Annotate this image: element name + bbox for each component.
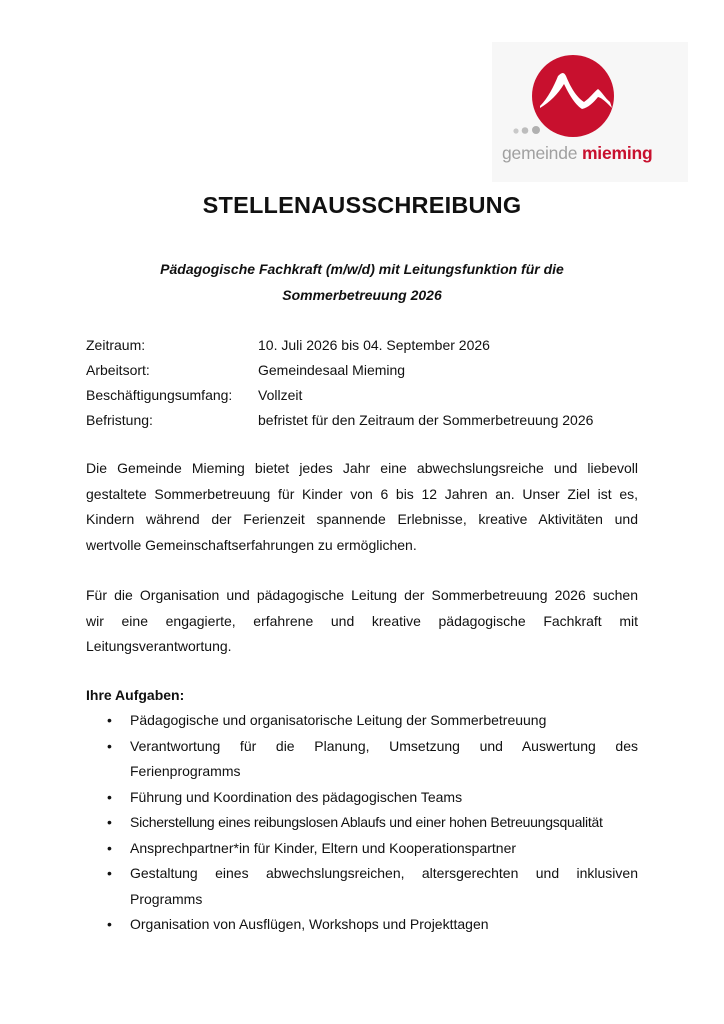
bullet-icon: •	[107, 865, 112, 881]
task-item	[86, 708, 638, 734]
task-item	[86, 734, 638, 785]
bullet-icon: •	[107, 839, 112, 856]
bullet-icon: •	[107, 916, 112, 932]
bullet-icon: •	[107, 712, 112, 728]
task-line: Gestaltung eines abwechslungsreichen, altersgerechten und inklusiven	[130, 865, 638, 881]
tasks-heading: Ihre Aufgaben:	[86, 687, 185, 703]
info-label: Zeitraum:	[86, 337, 146, 353]
logo-text-mieming: mieming	[581, 143, 653, 163]
page-title: STELLENAUSSCHREIBUNG	[202, 192, 522, 218]
info-value: 10. Juli 2026 bis 04. September 2026	[258, 337, 490, 353]
tasks-list	[86, 708, 638, 938]
task-item	[86, 836, 638, 862]
task-line: Sicherstellung eines reibungslosen Ablaufs und einer hohen Betreuungsqualität	[130, 814, 603, 830]
intro-paragraph	[86, 456, 638, 558]
paragraph-line: wertvolle Gemeinschaftserfahrungen zu ermöglichen.	[86, 536, 417, 553]
task-line: Programms	[130, 890, 203, 907]
logo-text-gemeinde: gemeinde	[502, 143, 578, 163]
info-label: Beschäftigungsumfang:	[86, 387, 233, 403]
info-value: befristet für den Zeitraum der Sommerbetreuung 2026	[258, 412, 594, 428]
search-paragraph	[86, 583, 638, 660]
paragraph-line: Leitungsverantwortung.	[86, 638, 232, 654]
task-item	[86, 785, 638, 811]
subtitle-line-1: Pädagogische Fachkraft (m/w/d) mit Leitungsfunktion für die	[160, 261, 564, 277]
paragraph-line: Für die Organisation und pädagogische Leitung der Sommerbetreuung 2026 suchen	[86, 587, 638, 603]
info-value: Gemeindesaal Mieming	[258, 362, 406, 378]
logo-dot-large	[532, 126, 540, 134]
task-item	[86, 861, 638, 912]
task-line: Führung und Koordination des pädagogischen Teams	[130, 788, 463, 805]
paragraph-line: Kindern während der Ferienzeit spannende Erlebnisse, kreative Aktivitäten und	[86, 511, 638, 527]
task-item	[86, 912, 638, 938]
info-label: Befristung:	[86, 412, 153, 428]
bullet-icon: •	[107, 814, 112, 830]
task-line: Ansprechpartner*in für Kinder, Eltern und Kooperationspartner	[130, 839, 517, 856]
paragraph-line: gestaltete Sommerbetreuung für Kinder von 6 bis 12 Jahren an. Unser Ziel ist es,	[86, 485, 638, 502]
gemeinde-mieming-logo	[492, 42, 688, 182]
task-item	[86, 810, 638, 836]
info-label: Arbeitsort:	[86, 362, 150, 378]
bullet-icon: •	[107, 737, 112, 754]
bullet-icon: •	[107, 788, 112, 805]
subtitle-line-2: Sommerbetreuung 2026	[282, 287, 442, 303]
task-line: Organisation von Ausflügen, Workshops und Projekttagen	[130, 916, 489, 932]
paragraph-line: Die Gemeinde Mieming bietet jedes Jahr eine abwechslungsreiche und liebevoll	[86, 460, 638, 476]
task-line: Ferienprogramms	[130, 763, 241, 779]
logo-dot-small	[513, 128, 518, 133]
task-line: Pädagogische und organisatorische Leitung der Sommerbetreuung	[130, 712, 547, 728]
paragraph-line: wir eine engagierte, erfahrene und kreative pädagogische Fachkraft mit	[86, 612, 638, 629]
task-line: Verantwortung für die Planung, Umsetzung und Auswertung des	[130, 737, 638, 754]
info-value: Vollzeit	[258, 387, 303, 403]
logo-dot-medium	[522, 127, 529, 134]
logo-wordmark	[502, 143, 653, 164]
